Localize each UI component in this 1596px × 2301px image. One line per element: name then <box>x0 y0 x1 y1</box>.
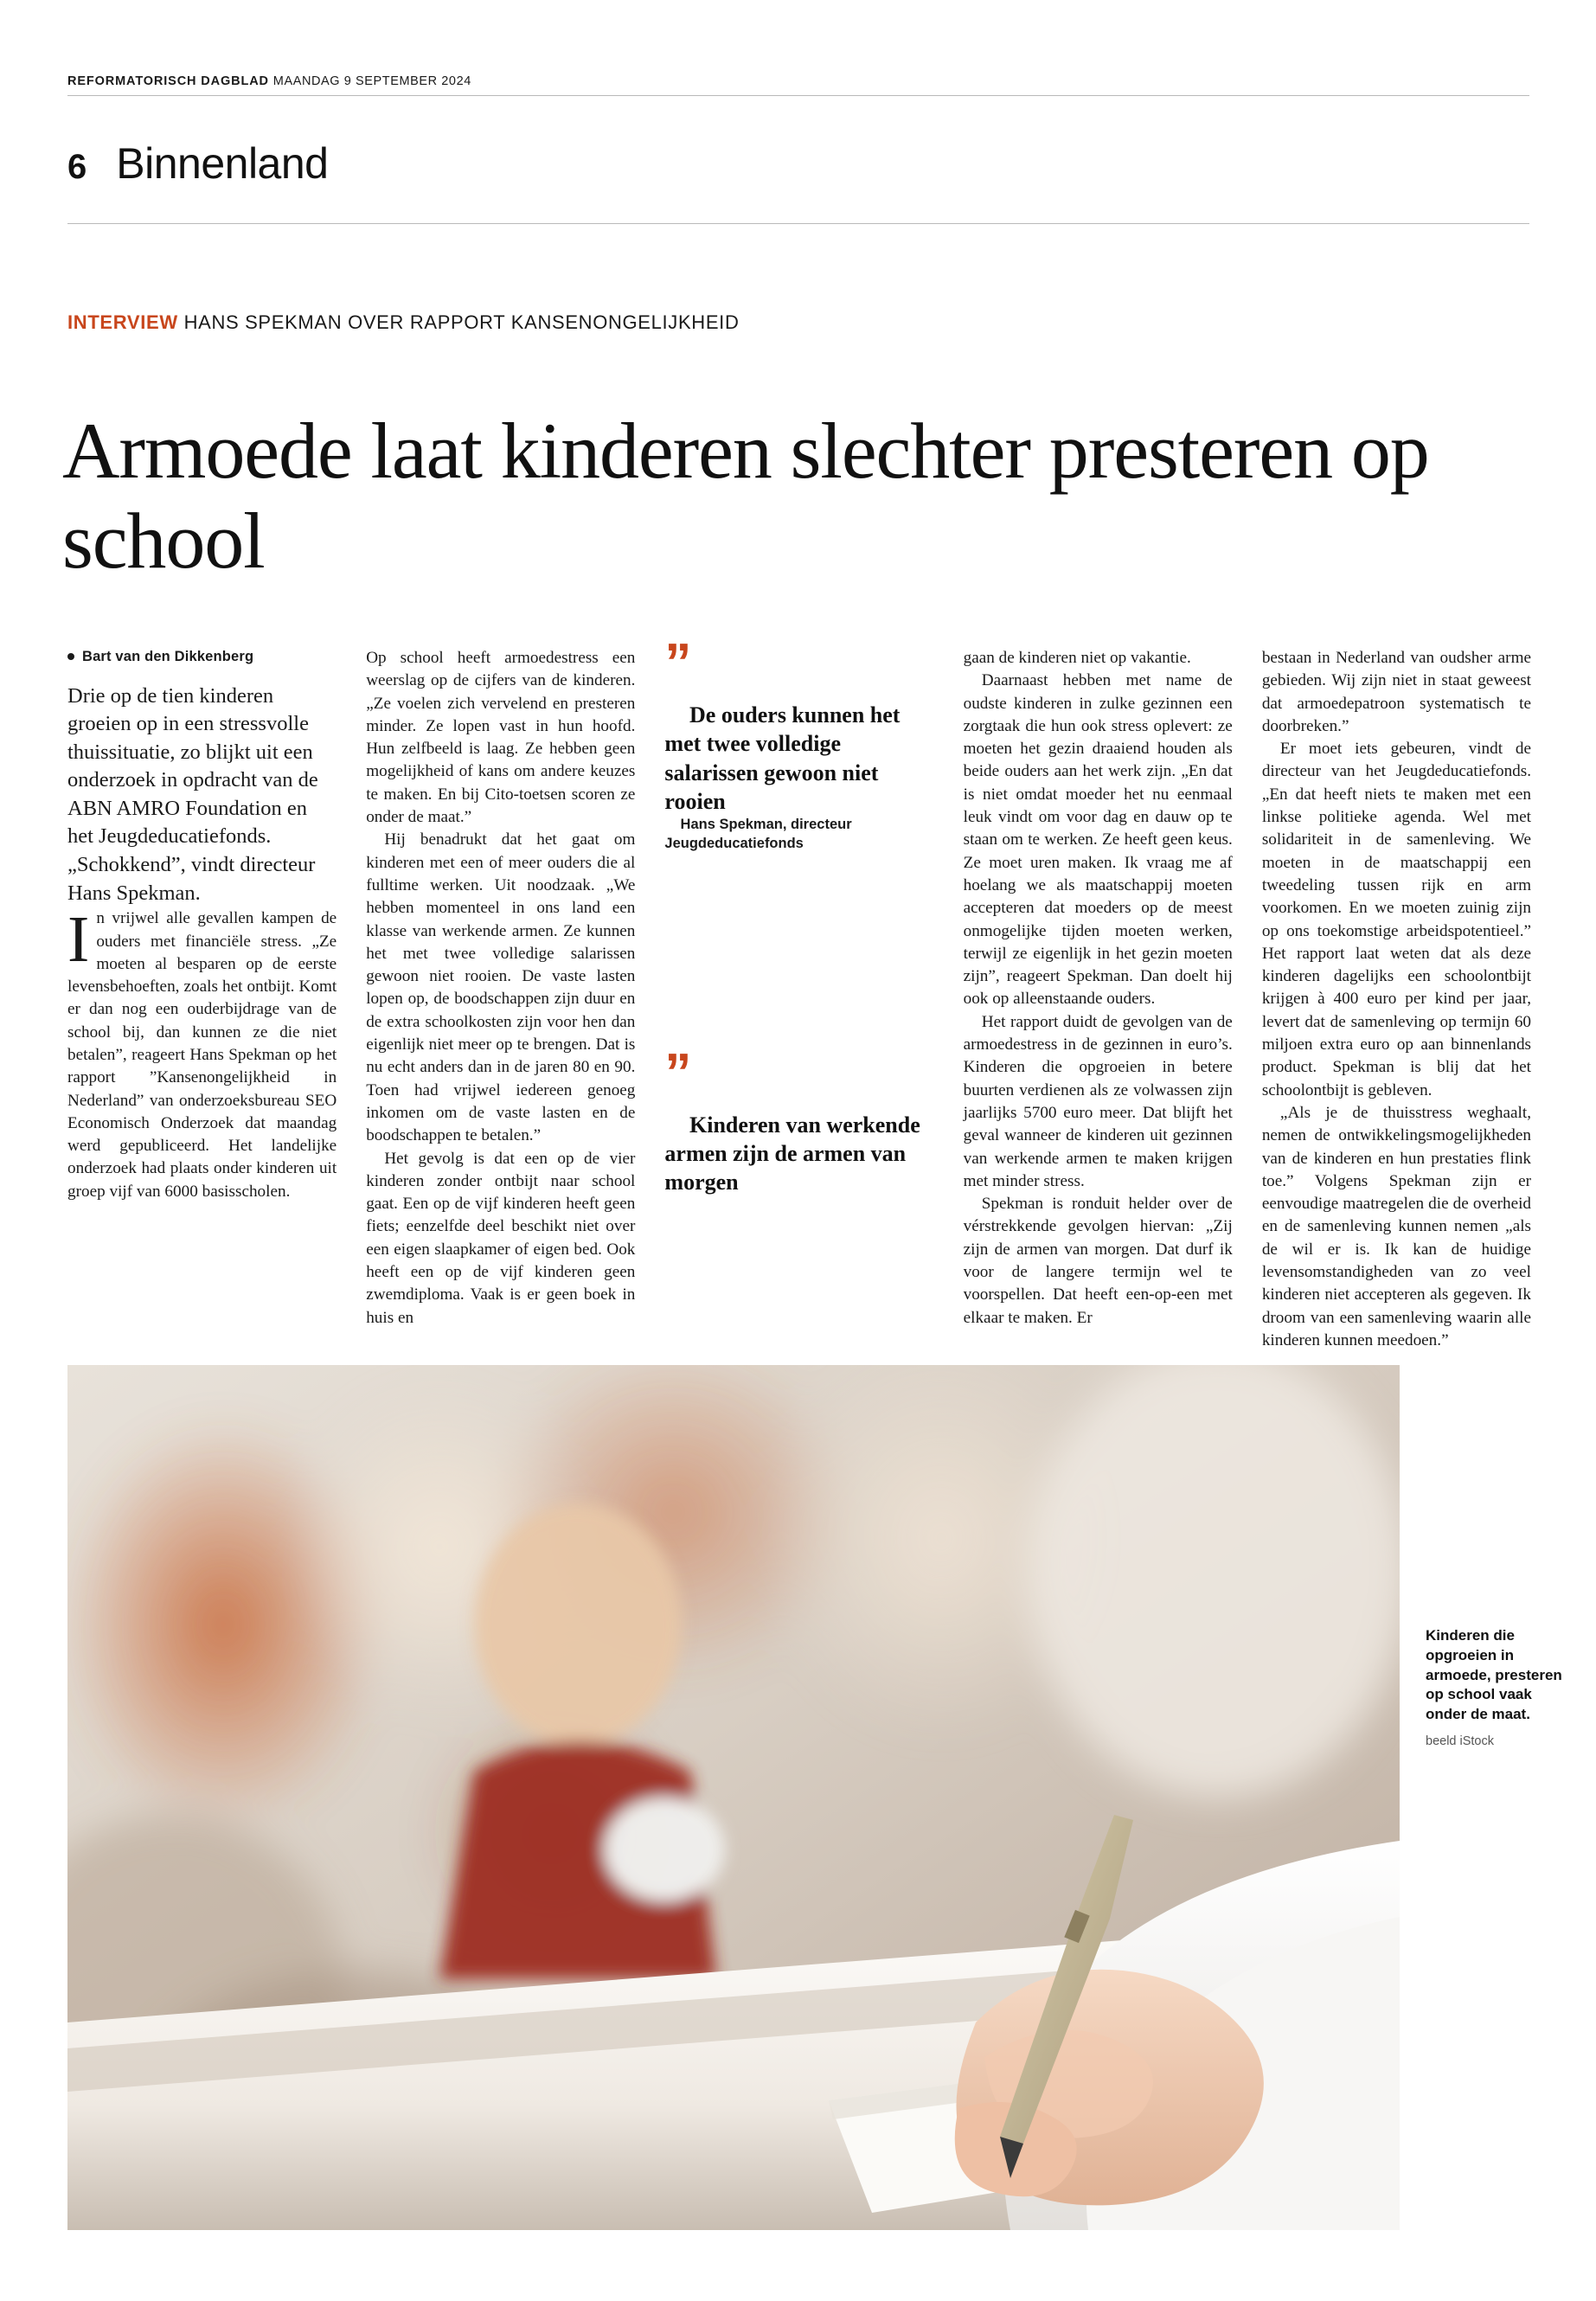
paragraph: Het rapport duidt de gevolgen van de armoedestress in de gezinnen in euro’s. Kinderen die opgroeien in betere buurten verdienen als ze volwassen zijn jaarlijks 5700 euro meer. Dat blijft het geval wanneer de kinderen uit gezinnen van werkende armen te maken krijgen met minder stress. <box>963 1012 1233 1190</box>
paragraph: Hij benadrukt dat het gaat om kinderen met een of meer ouders die al fulltime werken. Uit noodzaak. „We hebben momenteel in ons land een klasse van werkende armen. Ze kunnen het met twee volledige salarissen gewoon niet rooien. De vaste lasten lopen op, de boodschappen zijn duur en de extra schoolkosten zijn voor hen dan eigenlijk niet meer op te brengen. Dat is nu echt anders dan in de jaren 80 en 90. Toen had vrijwel iedereen genoeg inkomen om de vaste lasten en de boodschappen te betalen.” <box>366 830 636 1145</box>
masthead-brand: REFORMATORISCH DAGBLAD <box>67 74 269 88</box>
kicker-text: HANS SPEKMAN OVER RAPPORT KANSENONGELIJKHEID <box>183 311 740 333</box>
column-4 <box>964 647 1233 1352</box>
pull-quote-2 <box>664 1042 933 1197</box>
photo-caption <box>1426 1626 1566 1750</box>
quote-mark-icon: ” <box>664 633 690 693</box>
paragraph: Op school heeft armoedestress een weerslag op de cijfers van de kinderen. „Ze voelen zich vervelend en presteren minder. Ze lopen vast in hun hoofd. Hun zelfbeeld is laag. Ze hebben geen mogelijkheid of kans om andere keuzes te maken. En bij Cito-toetsen scoren ze onder de maat.” <box>366 649 636 827</box>
photo-caption-text: Kinderen die opgroeien in armoede, presteren op school vaak onder de maat. <box>1426 1627 1562 1723</box>
article-photo <box>67 1365 1400 2230</box>
paragraph: bestaan in Nederland van oudsher arme gebieden. Wij zijn niet in staat geweest dat armoedepatroon systematisch te doorbreken.” <box>1261 649 1532 735</box>
article-body <box>67 633 1532 1352</box>
column-2 <box>366 647 635 1352</box>
bullet-icon <box>67 653 74 660</box>
pull-quote-1 <box>664 633 933 853</box>
column-5 <box>1262 647 1531 1352</box>
byline <box>67 647 337 667</box>
masthead-date: MAANDAG 9 SEPTEMBER 2024 <box>272 74 471 88</box>
quote-mark-icon: ” <box>664 1042 690 1103</box>
photo-credit: beeld iStock <box>1426 1734 1494 1748</box>
page-header <box>67 138 1529 224</box>
paragraph: Daarnaast hebben met name de oudste kinderen in zulke gezinnen een zorgtaak die hun ook stress oplevert: ze moeten het gezin draaiend houden als beide ouders aan het werk zijn. „En dat is niet omdat moeder het nu eenmaal leuk vindt om voor dag en dauw op te staan om te werken. Ze heeft geen keus. Ze moet uren maken. Ik vraag me af hoelang we als maatschappij moeten accepteren dat moeders op de meest onmogelijke tijden moeten werken, terwijl ze eigenlijk in het gezin moeten zijn”, reageert Spekman. Dan doelt hij ook op alleenstaande ouders. <box>963 671 1233 1009</box>
pull-quote-text: De ouders kunnen het met twee volledige salarissen gewoon niet rooien <box>664 702 901 814</box>
pull-quote-attribution: Hans Spekman, directeur Jeugdeducatiefonds <box>664 817 852 851</box>
masthead <box>67 74 1529 96</box>
byline-author: Bart van den Dikkenberg <box>82 649 254 664</box>
pull-quote-text: Kinderen van werkende armen zijn de armen van morgen <box>664 1112 920 1195</box>
article-kicker <box>67 311 1529 334</box>
article-headline: Armoede laat kinderen slechter presteren op school <box>62 406 1429 585</box>
paragraph: „Als je de thuisstress weghaalt, nemen de ontwikkelingsmogelijkheden van de kinderen en hun prestaties flink toe.” Volgens Spekman zijn er eenvoudige maatregelen die de overheid en de samenleving kunnen nemen „als de wil er is. Ik kan de huidige levensomstandigheden van zo veel kinderen niet accepteren als gegeven. Ik droom van een samenleving waarin alle kinderen kunnen meedoen.” <box>1261 1103 1532 1349</box>
section-title: Binnenland <box>116 139 329 188</box>
column-3 <box>664 633 933 1352</box>
kicker-label: INTERVIEW <box>67 311 178 333</box>
page-number: 6 <box>67 148 87 186</box>
paragraph: gaan de kinderen niet op vakantie. <box>963 649 1191 667</box>
paragraph: Spekman is ronduit helder over de vérstrekkende gevolgen hiervan: „Zij zijn de armen van morgen. Dat durf ik voor de langere termijn wel te voorspellen. Dat heeft een-op-een met elkaar te maken. Er <box>963 1195 1233 1327</box>
paragraph: Het gevolg is dat een op de vier kinderen zonder ontbijt naar school gaat. Een op de vijf kinderen heeft geen fiets; eenzelfde deel beschikt niet over een eigen slaapkamer of eigen bed. Ook heeft een op de vijf kinderen geen zwemdiploma. Vaak is er geen boek in huis en <box>366 1149 636 1327</box>
column-1 <box>67 647 337 1352</box>
paragraph: In vrijwel alle gevallen kampen de ouders met financiële stress. „Ze moeten al besparen op de eerste levensbehoeften, zoals het ontbijt. Komt er dan nog een ouderbijdrage van de school bij, dan kunnen ze die niet betalen”, reageert Hans Spekman op het rapport ”Kansenongelijkheid in Nederland” van onderzoeksbureau SEO Economisch Onderzoek dat maandag werd gepubliceerd. Het landelijke onderzoek had plaats onder kinderen uit groep vijf van 6000 basisscholen. <box>67 903 337 1201</box>
paragraph: Er moet iets gebeuren, vindt de directeur van het Jeugdeducatiefonds. „En dat heeft niets te maken met een linkse politieke agenda. Wel met solidariteit in de samenleving. We moeten in de maatschappij een tweedeling tussen rijk en arm voorkomen. En we moeten zuinig zijn op ons toekomstige arbeidspotentieel.” Het rapport laat weten dat als deze kinderen dagelijks een schoolontbijt krijgen à 400 euro per kind per jaar, levert dat de samenleving op termijn 60 miljoen extra euro op aan binnenlands product. Spekman is blij dat het schoolontbijt is gebleven. <box>1261 740 1532 1099</box>
article-lede: Drie op de tien kinderen groeien op in een stressvolle thuissituatie, zo blijkt uit een onderzoek in opdracht van de ABN AMRO Foundation en het Jeugdeducatiefonds. „Schokkend”, vindt directeur Hans Spekman. <box>67 683 318 905</box>
